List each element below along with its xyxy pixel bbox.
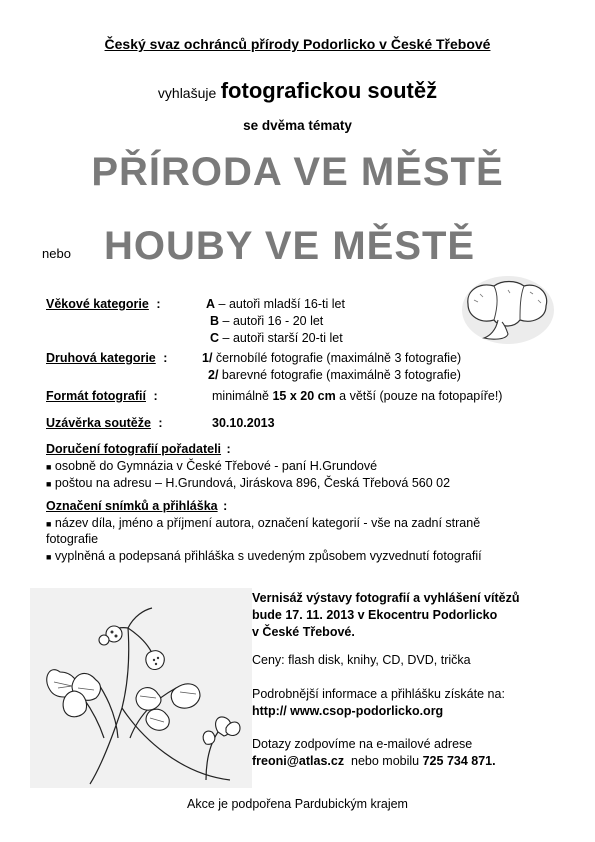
format-post: a větší (pouze na fotopapíře!): [335, 389, 503, 403]
marking-colon: :: [223, 499, 228, 513]
marking-item: [46, 548, 482, 566]
type-category-label: Druhová kategorie: [46, 351, 156, 365]
subtitle: se dvěma tématy: [243, 118, 352, 133]
delivery-item-text: poštou na adresu – H.Grundová, Jiráskova 896, Česká Třebová 560 02: [54, 476, 451, 490]
category-code: A: [206, 297, 216, 311]
intro-prefix: vyhlašuje: [157, 85, 217, 101]
contact-mid: nebo mobilu: [344, 754, 423, 768]
deadline-colon: :: [158, 416, 163, 430]
theme-two-title: HOUBY VE MĚSTĚ: [104, 224, 476, 268]
category-code: 1/: [202, 351, 213, 365]
format-size: 15 x 20 cm: [272, 389, 336, 403]
email-link[interactable]: freoni@atlas.cz: [252, 754, 345, 768]
category-code: 2/: [208, 368, 219, 382]
age-category-label: Věkové kategorie: [46, 297, 149, 311]
intro-title: fotografickou soutěž: [220, 78, 438, 103]
vernissage-line: v České Třebové.: [252, 625, 355, 639]
marking-item-continuation: fotografie: [46, 532, 99, 546]
format-value: [212, 388, 502, 405]
category-code: C: [210, 331, 220, 345]
delivery-item-text: osobně do Gymnázia v České Třebové - paní H.Grundové: [54, 459, 378, 473]
category-text: – autoři 16 - 20 let: [222, 314, 324, 328]
type-category-colon: :: [163, 351, 168, 365]
category-text: černobílé fotografie (maximálně 3 fotografie): [215, 351, 462, 365]
info-block: [252, 686, 564, 720]
age-category-colon: :: [156, 297, 161, 311]
marking-item-text: název díla, jméno a příjmení autora, označení kategorií - vše na zadní straně: [54, 516, 481, 530]
delivery-label-row: [46, 441, 231, 458]
format-colon: :: [153, 389, 158, 403]
info-text: Podrobnější informace a přihlášku získáte na:: [252, 687, 505, 701]
vernissage-line: Vernisáž výstavy fotografií a vyhlášení vítězů: [252, 591, 520, 605]
category-code: B: [210, 314, 220, 328]
website-link[interactable]: http:// www.csop-podorlicko.org: [252, 704, 444, 718]
bullet-icon: ■: [46, 552, 52, 562]
type-category-1: [202, 350, 461, 367]
intro-line: [0, 78, 595, 104]
marking-item-text: vyplněná a podepsaná přihláška s uvedeným způsobem vyzvednutí fotografií: [54, 549, 482, 563]
delivery-label: Doručení fotografií pořadateli: [46, 442, 222, 456]
bullet-icon: ■: [46, 462, 52, 472]
delivery-colon: :: [226, 442, 231, 456]
theme-one-title: PŘÍRODA VE MĚSTĚ: [91, 150, 504, 194]
category-text: – autoři mladší 16-ti let: [218, 297, 345, 311]
age-category-c: [210, 330, 343, 347]
delivery-item: [46, 458, 377, 476]
deadline-label-row: [46, 415, 163, 432]
organizer-header: Český svaz ochránců přírody Podorlicko v České Třebové: [104, 36, 491, 52]
phone-number: 725 734 871.: [422, 754, 496, 768]
bullet-icon: ■: [46, 479, 52, 489]
format-pre: minimálně: [212, 389, 273, 403]
type-category-2: [208, 367, 461, 384]
category-text: barevné fotografie (maximálně 3 fotografie): [221, 368, 461, 382]
delivery-item: [46, 475, 450, 493]
footer-note: Akce je podpořena Pardubickým krajem: [187, 797, 408, 811]
marking-label-row: [46, 498, 227, 515]
vernissage-block: [252, 590, 564, 641]
prizes-text: Ceny: flash disk, knihy, CD, DVD, trička: [252, 653, 471, 667]
deadline-value: 30.10.2013: [212, 416, 275, 430]
marking-label: Označení snímků a přihláška: [46, 499, 218, 513]
vernissage-line: bude 17. 11. 2013 v Ekocentru Podorlicko: [252, 608, 498, 622]
age-category-label-row: [46, 296, 161, 313]
type-category-label-row: [46, 350, 167, 367]
marking-item: [46, 515, 480, 533]
connector-text: nebo: [42, 246, 71, 261]
contact-block: [252, 736, 564, 770]
category-text: – autoři starší 20-ti let: [222, 331, 343, 345]
mushroom-illustration: [458, 270, 558, 346]
format-label: Formát fotografií: [46, 389, 146, 403]
age-category-b: [210, 313, 323, 330]
format-label-row: [46, 388, 158, 405]
strawberry-plant-illustration: [30, 588, 252, 788]
deadline-label: Uzávěrka soutěže: [46, 416, 151, 430]
age-category-a: [206, 296, 345, 313]
contact-text: Dotazy zodpovíme na e-mailové adrese: [252, 737, 473, 751]
bullet-icon: ■: [46, 519, 52, 529]
